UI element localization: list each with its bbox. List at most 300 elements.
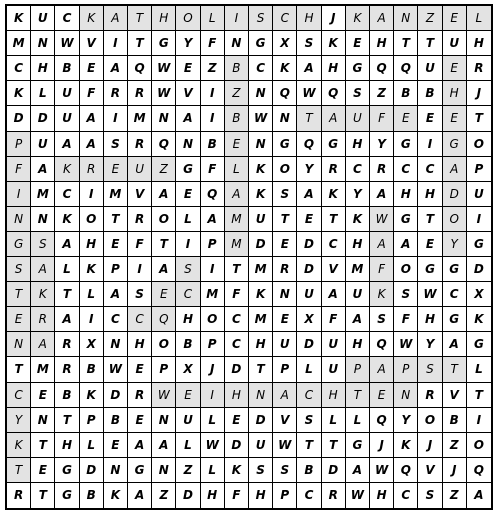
grid-cell[interactable]: N [176,132,200,157]
grid-cell[interactable]: U [249,207,273,232]
grid-cell[interactable]: L [201,458,225,483]
grid-cell[interactable]: Q [394,56,418,81]
grid-cell[interactable]: G [443,132,467,157]
grid-cell[interactable]: A [370,232,394,257]
grid-cell[interactable]: Y [7,408,31,433]
grid-cell[interactable]: A [55,232,79,257]
grid-cell[interactable]: R [55,332,79,357]
grid-cell[interactable]: D [225,357,249,382]
grid-cell[interactable]: E [7,307,31,332]
grid-cell[interactable]: K [346,207,370,232]
grid-cell[interactable]: T [55,408,79,433]
grid-cell[interactable]: Z [418,6,442,31]
grid-cell[interactable]: T [322,433,346,458]
grid-cell[interactable]: K [225,458,249,483]
grid-cell[interactable]: A [201,207,225,232]
grid-cell[interactable]: Z [370,81,394,106]
grid-cell[interactable]: W [152,56,176,81]
grid-cell[interactable]: S [346,81,370,106]
grid-cell[interactable]: K [249,182,273,207]
grid-cell[interactable]: N [394,6,418,31]
grid-cell[interactable]: H [467,31,491,56]
grid-cell[interactable]: W [152,81,176,106]
grid-cell[interactable]: U [128,157,152,182]
grid-cell[interactable]: P [346,357,370,382]
grid-cell[interactable]: S [273,458,297,483]
grid-cell[interactable]: L [467,357,491,382]
grid-cell[interactable]: W [104,357,128,382]
grid-cell[interactable]: B [418,81,442,106]
grid-cell[interactable]: A [152,433,176,458]
grid-cell[interactable]: C [394,483,418,508]
grid-cell[interactable]: A [176,106,200,131]
grid-cell[interactable]: U [346,106,370,131]
grid-cell[interactable]: X [273,31,297,56]
grid-cell[interactable]: A [346,458,370,483]
grid-cell[interactable]: B [443,408,467,433]
grid-cell[interactable]: E [128,357,152,382]
grid-cell[interactable]: K [7,81,31,106]
grid-cell[interactable]: A [104,6,128,31]
grid-cell[interactable]: K [322,31,346,56]
grid-cell[interactable]: S [297,31,321,56]
grid-cell[interactable]: W [273,433,297,458]
grid-cell[interactable]: R [128,81,152,106]
grid-cell[interactable]: C [128,307,152,332]
grid-cell[interactable]: A [370,182,394,207]
grid-cell[interactable]: D [467,257,491,282]
grid-cell[interactable]: T [322,207,346,232]
grid-cell[interactable]: E [443,6,467,31]
grid-cell[interactable]: A [443,157,467,182]
grid-cell[interactable]: H [370,483,394,508]
grid-cell[interactable]: E [273,232,297,257]
grid-cell[interactable]: E [128,408,152,433]
grid-cell[interactable]: X [467,282,491,307]
grid-cell[interactable]: T [31,433,55,458]
grid-cell[interactable]: H [80,232,104,257]
grid-cell[interactable]: E [346,31,370,56]
grid-cell[interactable]: O [467,132,491,157]
grid-cell[interactable]: E [31,458,55,483]
grid-cell[interactable]: R [128,132,152,157]
grid-cell[interactable]: L [467,6,491,31]
grid-cell[interactable]: Y [297,157,321,182]
grid-cell[interactable]: A [152,257,176,282]
grid-cell[interactable]: M [201,282,225,307]
grid-cell[interactable]: Q [273,81,297,106]
grid-cell[interactable]: Z [443,483,467,508]
grid-cell[interactable]: R [31,307,55,332]
grid-cell[interactable]: S [249,458,273,483]
grid-cell[interactable]: V [176,81,200,106]
grid-cell[interactable]: I [467,408,491,433]
grid-cell[interactable]: T [128,6,152,31]
grid-cell[interactable]: V [80,31,104,56]
grid-cell[interactable]: B [80,483,104,508]
grid-cell[interactable]: U [55,81,79,106]
grid-cell[interactable]: R [418,383,442,408]
grid-cell[interactable]: F [370,106,394,131]
grid-cell[interactable]: V [418,458,442,483]
grid-cell[interactable]: T [273,207,297,232]
grid-cell[interactable]: Q [152,307,176,332]
grid-cell[interactable]: H [55,433,79,458]
grid-cell[interactable]: K [249,157,273,182]
grid-cell[interactable]: S [418,483,442,508]
grid-cell[interactable]: M [225,232,249,257]
grid-cell[interactable]: W [249,106,273,131]
grid-cell[interactable]: A [474,488,484,503]
grid-cell[interactable]: P [273,483,297,508]
grid-cell[interactable]: C [104,307,128,332]
grid-cell[interactable]: B [297,458,321,483]
grid-cell[interactable]: W [152,383,176,408]
grid-cell[interactable]: L [201,408,225,433]
grid-cell[interactable]: G [128,458,152,483]
grid-cell[interactable]: Z [201,56,225,81]
grid-cell[interactable]: K [370,282,394,307]
grid-cell[interactable]: F [7,157,31,182]
grid-cell[interactable]: W [394,332,418,357]
grid-cell[interactable]: T [7,282,31,307]
grid-cell[interactable]: H [249,483,273,508]
grid-cell[interactable]: M [249,257,273,282]
grid-cell[interactable]: C [273,6,297,31]
grid-cell[interactable]: G [55,483,79,508]
grid-cell[interactable]: T [297,433,321,458]
grid-cell[interactable]: N [104,458,128,483]
grid-cell[interactable]: I [176,232,200,257]
grid-cell[interactable]: O [176,6,200,31]
grid-cell[interactable]: U [322,357,346,382]
grid-cell[interactable]: B [201,132,225,157]
grid-cell[interactable]: A [297,56,321,81]
grid-cell[interactable]: T [418,31,442,56]
grid-cell[interactable]: W [370,458,394,483]
grid-cell[interactable]: Y [418,332,442,357]
grid-cell[interactable]: O [80,207,104,232]
grid-cell[interactable]: N [152,106,176,131]
grid-cell[interactable]: K [249,282,273,307]
grid-cell[interactable]: E [418,106,442,131]
grid-cell[interactable]: I [201,106,225,131]
grid-cell[interactable]: H [418,307,442,332]
grid-cell[interactable]: N [7,332,31,357]
grid-cell[interactable]: G [443,257,467,282]
grid-cell[interactable]: Q [370,332,394,357]
grid-cell[interactable]: D [297,232,321,257]
grid-cell[interactable]: F [128,232,152,257]
grid-cell[interactable]: U [249,433,273,458]
grid-cell[interactable]: M [31,357,55,382]
grid-cell[interactable]: C [55,182,79,207]
grid-cell[interactable]: E [176,383,200,408]
grid-cell[interactable]: F [80,81,104,106]
grid-cell[interactable]: V [443,383,467,408]
grid-cell[interactable]: F [201,31,225,56]
grid-cell[interactable]: R [104,81,128,106]
grid-cell[interactable]: U [31,6,55,31]
grid-cell[interactable]: S [249,6,273,31]
grid-cell[interactable]: Z [176,458,200,483]
grid-cell[interactable]: A [55,132,79,157]
grid-cell[interactable]: K [31,282,55,307]
grid-cell[interactable]: D [297,332,321,357]
grid-cell[interactable]: C [176,282,200,307]
grid-cell[interactable]: A [346,307,370,332]
grid-cell[interactable]: G [394,132,418,157]
grid-cell[interactable]: L [225,157,249,182]
grid-cell[interactable]: K [273,56,297,81]
grid-cell[interactable]: W [55,31,79,56]
grid-cell[interactable]: G [346,56,370,81]
grid-cell[interactable]: W [297,81,321,106]
grid-cell[interactable]: C [297,383,321,408]
grid-cell[interactable]: L [322,408,346,433]
grid-cell[interactable]: H [346,132,370,157]
grid-cell[interactable]: K [7,433,31,458]
grid-cell[interactable]: G [467,232,491,257]
grid-cell[interactable]: H [346,332,370,357]
grid-cell[interactable]: C [322,232,346,257]
grid-cell[interactable]: K [7,6,31,31]
grid-cell[interactable]: J [201,357,225,382]
grid-cell[interactable]: N [152,458,176,483]
grid-cell[interactable]: Y [370,132,394,157]
grid-cell[interactable]: U [322,332,346,357]
grid-cell[interactable]: L [201,6,225,31]
grid-cell[interactable]: B [55,56,79,81]
grid-cell[interactable]: E [370,383,394,408]
grid-cell[interactable]: C [7,383,31,408]
grid-cell[interactable]: F [370,257,394,282]
grid-cell[interactable]: D [104,383,128,408]
grid-cell[interactable]: F [322,307,346,332]
grid-cell[interactable]: T [467,383,491,408]
grid-cell[interactable]: Z [225,81,249,106]
grid-cell[interactable]: I [418,132,442,157]
grid-cell[interactable]: U [443,31,467,56]
grid-cell[interactable]: Q [201,182,225,207]
grid-cell[interactable]: N [249,383,273,408]
grid-cell[interactable]: A [394,232,418,257]
grid-cell[interactable]: Q [370,408,394,433]
grid-cell[interactable]: O [394,257,418,282]
grid-cell[interactable]: X [297,307,321,332]
grid-cell[interactable]: I [201,383,225,408]
grid-cell[interactable]: F [394,307,418,332]
grid-cell[interactable]: K [55,157,79,182]
grid-cell[interactable]: K [80,6,104,31]
grid-cell[interactable]: O [201,307,225,332]
grid-cell[interactable]: E [80,56,104,81]
grid-cell[interactable]: N [31,31,55,56]
grid-cell[interactable]: C [346,157,370,182]
grid-cell[interactable]: T [249,357,273,382]
grid-cell[interactable]: U [55,106,79,131]
grid-cell[interactable]: O [467,433,491,458]
grid-cell[interactable]: D [322,458,346,483]
grid-cell[interactable]: R [55,357,79,382]
grid-cell[interactable]: E [443,106,467,131]
grid-cell[interactable]: A [225,182,249,207]
grid-cell[interactable]: Y [176,31,200,56]
grid-cell[interactable]: L [80,282,104,307]
grid-cell[interactable]: N [249,132,273,157]
grid-cell[interactable]: D [443,182,467,207]
grid-cell[interactable]: G [7,232,31,257]
grid-cell[interactable]: P [201,332,225,357]
grid-cell[interactable]: H [418,182,442,207]
grid-cell[interactable]: B [225,106,249,131]
grid-cell[interactable]: P [467,157,491,182]
grid-cell[interactable]: D [249,232,273,257]
grid-cell[interactable]: E [176,182,200,207]
grid-cell[interactable]: T [297,106,321,131]
grid-cell[interactable]: N [249,81,273,106]
grid-cell[interactable]: W [418,282,442,307]
grid-cell[interactable]: Z [152,157,176,182]
grid-cell[interactable]: L [31,81,55,106]
grid-cell[interactable]: Q [322,81,346,106]
grid-cell[interactable]: I [467,207,491,232]
grid-cell[interactable]: Q [370,56,394,81]
grid-cell[interactable]: A [322,106,346,131]
grid-cell[interactable]: J [418,433,442,458]
grid-cell[interactable]: G [322,132,346,157]
grid-cell[interactable]: G [394,207,418,232]
grid-cell[interactable]: I [128,257,152,282]
grid-cell[interactable]: H [322,383,346,408]
grid-cell[interactable]: E [225,132,249,157]
grid-cell[interactable]: J [443,458,467,483]
grid-cell[interactable]: A [322,282,346,307]
grid-cell[interactable]: G [249,31,273,56]
grid-cell[interactable]: A [31,157,55,182]
grid-cell[interactable]: A [80,132,104,157]
grid-cell[interactable]: M [104,182,128,207]
grid-cell[interactable]: T [104,207,128,232]
grid-cell[interactable]: D [7,106,31,131]
grid-cell[interactable]: G [418,257,442,282]
grid-cell[interactable]: A [31,257,55,282]
grid-cell[interactable]: O [443,207,467,232]
grid-cell[interactable]: K [467,307,491,332]
grid-cell[interactable]: E [176,56,200,81]
grid-cell[interactable]: A [370,357,394,382]
grid-cell[interactable]: A [128,433,152,458]
grid-cell[interactable]: B [80,357,104,382]
grid-cell[interactable]: Q [297,132,321,157]
grid-cell[interactable]: W [346,483,370,508]
grid-cell[interactable]: K [346,6,370,31]
grid-cell[interactable]: Z [443,433,467,458]
grid-cell[interactable]: O [418,408,442,433]
grid-cell[interactable]: T [7,458,31,483]
grid-cell[interactable]: B [55,383,79,408]
grid-cell[interactable]: I [104,31,128,56]
grid-cell[interactable]: H [249,332,273,357]
grid-cell[interactable]: X [176,357,200,382]
grid-cell[interactable]: A [152,182,176,207]
grid-cell[interactable]: P [152,357,176,382]
grid-cell[interactable]: T [443,357,467,382]
grid-cell[interactable]: R [370,157,394,182]
grid-cell[interactable]: H [370,31,394,56]
grid-cell[interactable]: M [128,106,152,131]
grid-cell[interactable]: E [443,56,467,81]
grid-cell[interactable]: C [249,56,273,81]
grid-cell[interactable]: K [80,383,104,408]
grid-cell[interactable]: P [273,357,297,382]
grid-cell[interactable]: S [7,257,31,282]
grid-cell[interactable]: H [322,56,346,81]
grid-cell[interactable]: H [225,383,249,408]
grid-cell[interactable]: E [104,232,128,257]
grid-cell[interactable]: K [322,182,346,207]
grid-cell[interactable]: G [55,458,79,483]
grid-cell[interactable]: X [80,332,104,357]
grid-cell[interactable]: Y [443,232,467,257]
grid-cell[interactable]: U [31,132,55,157]
grid-cell[interactable]: N [225,31,249,56]
grid-cell[interactable]: P [104,257,128,282]
grid-cell[interactable]: M [225,207,249,232]
grid-cell[interactable]: S [176,257,200,282]
grid-cell[interactable]: D [31,106,55,131]
grid-cell[interactable]: C [443,282,467,307]
grid-cell[interactable]: U [176,408,200,433]
grid-cell[interactable]: S [104,132,128,157]
grid-cell[interactable]: T [31,483,55,508]
grid-cell[interactable]: T [467,106,491,131]
grid-cell[interactable]: J [370,433,394,458]
grid-cell[interactable]: A [273,383,297,408]
grid-cell[interactable]: L [80,433,104,458]
grid-cell[interactable]: H [152,6,176,31]
grid-cell[interactable]: I [104,106,128,131]
grid-cell[interactable]: F [225,483,249,508]
grid-cell[interactable]: B [104,408,128,433]
grid-cell[interactable]: Z [152,483,176,508]
grid-cell[interactable]: N [273,106,297,131]
grid-cell[interactable]: C [297,483,321,508]
grid-cell[interactable]: T [152,232,176,257]
grid-cell[interactable]: N [394,383,418,408]
grid-cell[interactable]: D [249,408,273,433]
grid-cell[interactable]: H [394,182,418,207]
grid-cell[interactable]: Y [346,182,370,207]
grid-cell[interactable]: S [297,408,321,433]
grid-cell[interactable]: T [346,383,370,408]
grid-cell[interactable]: K [104,483,128,508]
grid-cell[interactable]: R [273,257,297,282]
grid-cell[interactable]: G [443,307,467,332]
grid-cell[interactable]: I [201,257,225,282]
grid-cell[interactable]: H [176,307,200,332]
grid-cell[interactable]: N [31,207,55,232]
grid-cell[interactable]: S [31,232,55,257]
grid-cell[interactable]: H [31,56,55,81]
grid-cell[interactable]: M [31,182,55,207]
grid-cell[interactable]: C [418,157,442,182]
grid-cell[interactable]: I [225,6,249,31]
grid-cell[interactable]: Q [152,132,176,157]
grid-cell[interactable]: F [201,157,225,182]
grid-cell[interactable]: L [297,357,321,382]
grid-cell[interactable]: V [273,408,297,433]
